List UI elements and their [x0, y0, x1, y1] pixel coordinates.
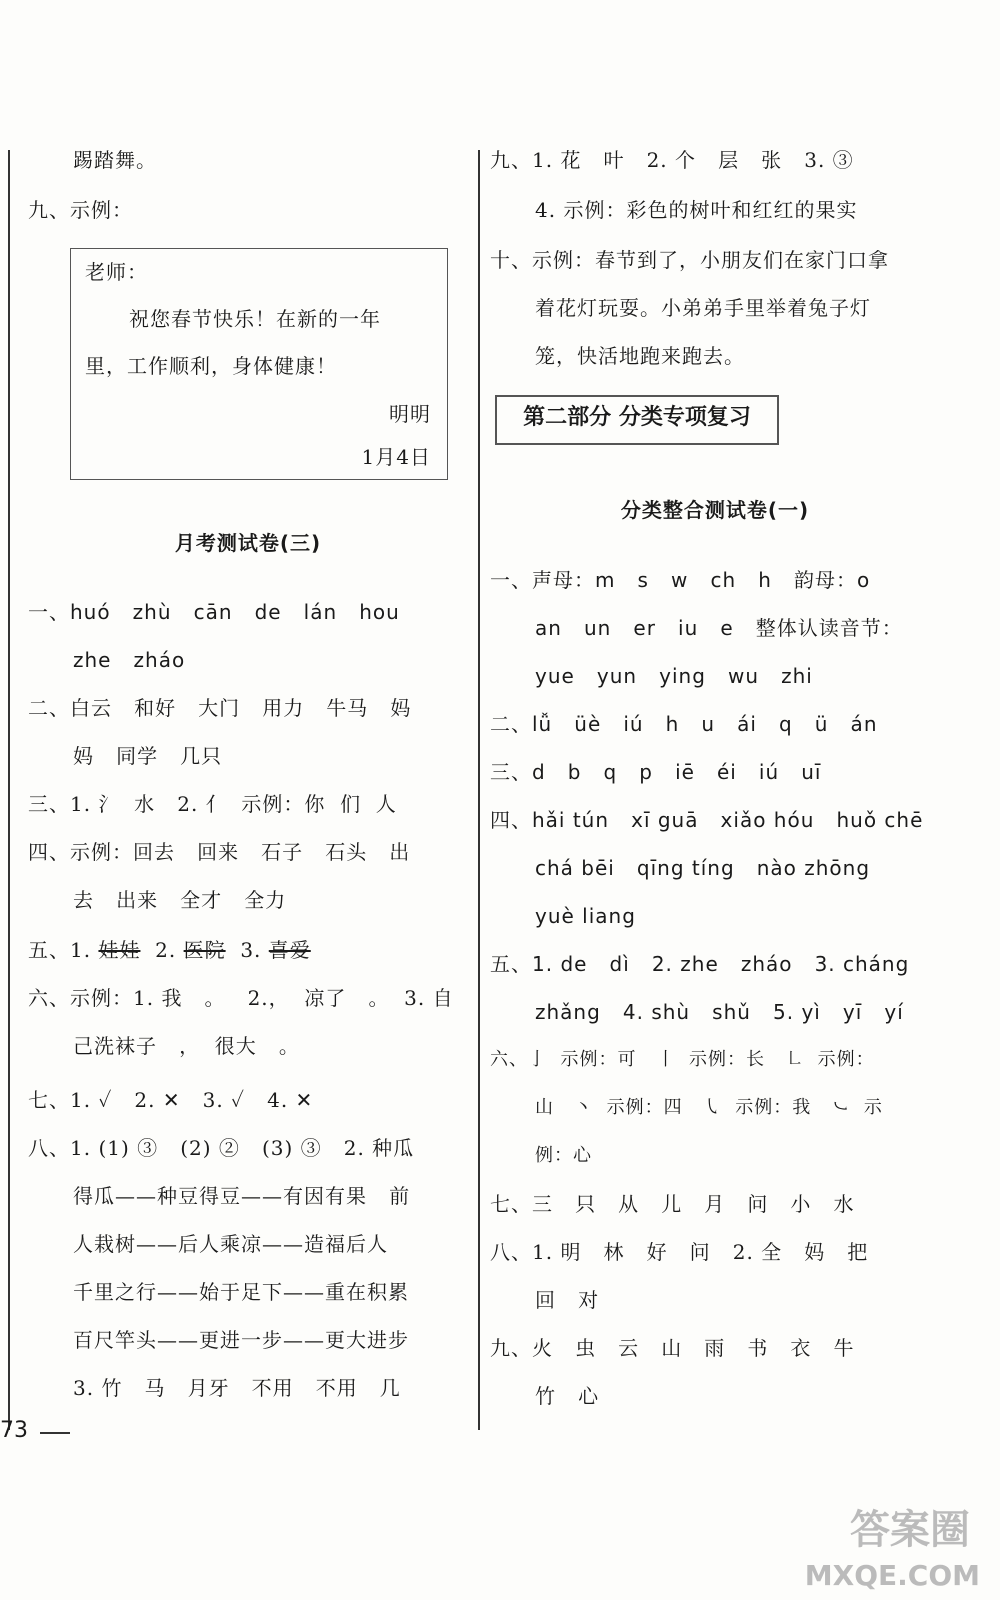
corrected-word: 医院: [183, 938, 226, 962]
answer-label: 3.: [225, 938, 269, 962]
section-title: 分类整合测试卷(一): [620, 498, 810, 522]
page-number-dash: [40, 1432, 70, 1434]
answer-line: 四、hǎi tún xī guā xiǎo hóu huǒ chē: [490, 808, 924, 832]
watermark-url: MXQE.COM: [804, 1559, 980, 1592]
answer-line: 六、示例：1. 我 。 2.， 凉了 。 3. 自: [28, 986, 454, 1010]
answer-line: zhe zháo: [73, 648, 186, 672]
answer-line: 笼，快活地跑来跑去。: [535, 344, 745, 368]
letter-body: 祝您春节快乐！在新的一年: [129, 307, 381, 331]
answer-line: 4. 示例：彩色的树叶和红红的果实: [535, 198, 858, 222]
answer-line: zhǎng 4. shù shǔ 5. yì yī yí: [535, 1000, 904, 1024]
answer-line: 一、声母：m s w ch h 韵母：o: [490, 568, 871, 592]
answer-line: 得瓜——种豆得豆——有因有果 前: [73, 1184, 411, 1208]
answer-line: 去 出来 全才 全力: [73, 888, 287, 912]
part-banner: 第二部分 分类专项复习: [495, 395, 779, 445]
answer-line: 3. 竹 马 月牙 不用 不用 几: [73, 1376, 401, 1400]
answer-line: 着花灯玩耍。小弟弟手里举着兔子灯: [535, 296, 871, 320]
answer-label: 五、1.: [28, 938, 99, 962]
answer-line: 八、1. (1) ③ (2) ② (3) ③ 2. 种瓜: [28, 1136, 415, 1160]
corrected-word: 喜爱: [268, 938, 311, 962]
watermark-logo: 答案圈: [850, 1507, 970, 1553]
answer-line: 人栽树——后人乘凉——造福后人: [73, 1232, 388, 1256]
left-border-rule: [8, 150, 10, 1430]
answer-line: 三、1. 氵 水 2. 亻 示例：你 们 人: [28, 792, 397, 816]
answer-line: [28, 935, 468, 965]
answer-line: 八、1. 明 林 好 问 2. 全 妈 把: [490, 1240, 869, 1264]
answer-line: 四、示例：回去 回来 石子 石头 出: [28, 840, 411, 864]
answer-line: 二、白云 和好 大门 用力 牛马 妈: [28, 696, 412, 720]
answer-line: 七、三 只 从 儿 月 问 小 水: [490, 1192, 855, 1216]
answer-line: 七、1. ✓ 2. ✕ 3. ✓ 4. ✕: [28, 1088, 314, 1112]
letter-body: 里，工作顺利，身体健康！: [85, 354, 337, 378]
answer-line: 九、火 虫 云 山 雨 书 衣 牛: [490, 1336, 855, 1360]
answer-line: 三、d b q p iē éi iú uī: [490, 760, 822, 784]
answer-line: 例：心: [535, 1145, 592, 1166]
answer-line: 千里之行——始于足下——重在积累: [73, 1280, 409, 1304]
column-divider: [478, 150, 480, 1430]
answer-line: chá bēi qīng tíng nào zhōng: [535, 856, 871, 880]
answer-line: 十、示例：春节到了，小朋友们在家门口拿: [490, 248, 889, 272]
answer-line: 己洗袜子 ， 很大 。: [73, 1034, 300, 1058]
answer-line: 山 丶 示例：四 ㇂ 示例：我 ㇃ 示: [535, 1097, 883, 1118]
text-line: 九、示例：: [28, 198, 133, 222]
answer-label: 2.: [140, 938, 184, 962]
corrected-word: 娃娃: [98, 938, 141, 962]
letter-signature: 明明: [389, 402, 431, 426]
answer-line: 二、lǚ üè iú h u ái q ü án: [490, 712, 878, 736]
answer-line: yue yun ying wu zhi: [535, 664, 813, 688]
answer-line: 妈 同学 几只: [73, 744, 223, 768]
answer-line: an un er iu e 整体认读音节：: [535, 616, 903, 640]
section-title: 月考测试卷(三): [174, 531, 322, 555]
answer-line: 九、1. 花 叶 2. 个 层 张 3. ③: [490, 148, 854, 172]
answer-line: 六、亅 示例：可 丨 示例：长 ㇗ 示例：: [490, 1049, 875, 1070]
text-line: 踢踏舞。: [73, 148, 157, 172]
answer-line: 竹 心: [535, 1384, 600, 1408]
answer-line: 回 对: [535, 1288, 600, 1312]
answer-line: 百尺竿头——更进一步——更大进步: [73, 1328, 409, 1352]
answer-line: 一、huó zhù cān de lán hou: [28, 600, 400, 624]
answer-line: 五、1. de dì 2. zhe zháo 3. cháng: [490, 952, 910, 976]
letter-greeting: 老师：: [85, 260, 148, 284]
letter-box: [70, 248, 448, 480]
answer-line: yuè liang: [535, 904, 636, 928]
page-number: 73: [0, 1418, 28, 1443]
letter-date: 1月4日: [361, 445, 431, 469]
